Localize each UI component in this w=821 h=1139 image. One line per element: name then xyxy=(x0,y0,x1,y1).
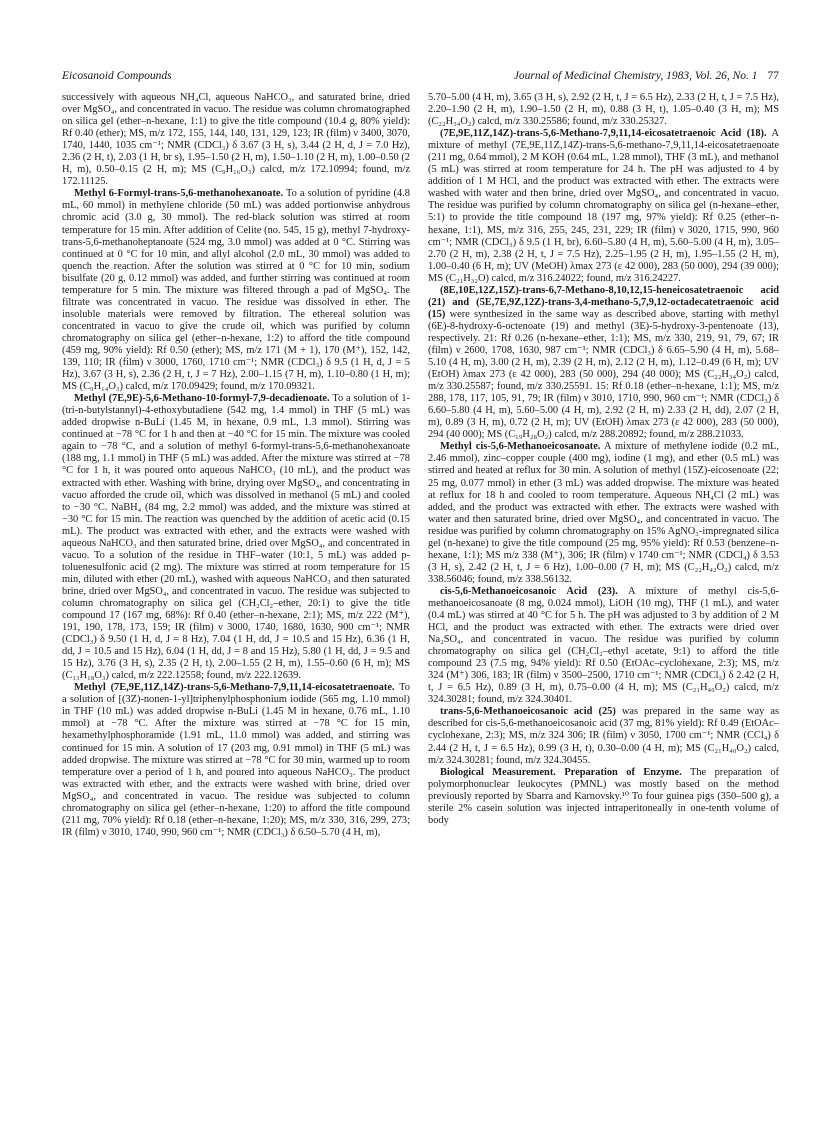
paragraph-heading: Methyl 6-Formyl-trans-5,6-methanohexanoate. xyxy=(74,188,284,200)
paragraph: (8E,10E,12Z,15Z)-trans-6,7-Methano-8,10,12,15-heneicosatetraenoic acid (21) and (5E,7E,9Z,12Z)-trans-3,4-methano-5,7,9,12-octadecatetraenoic acid (15) were synthesized in the same way as described above, starting with methyl (6E)-8-hydroxy-6-octenoate (19) and methyl (3E)-5-hydroxy-3-pentenoate (13), respectively. 21: Rf 0.26 (n-hexane–ether, 1:1); MS, m/z 330, 219, 91, 79, 67; IR (film) ν 2600, 1708, 1630, 987 cm⁻¹; NMR (CDCl₃) δ 6.65–5.90 (4 H, m), 5.68–5.10 (4 H, m), 3.00 (2 H, m), 2.39 (2 H, m), 2.12 (2 H, m), 1.12–0.49 (6 H, m); UV (EtOH) λmax 273 (ε 42 000), 283 (50 000), 294 (40 000); MS (C₂₂H₃₄O₂) calcd, m/z 330.25587; found, m/z 330.25591. 15: Rf 0.18 (ether–n-hexane, 1:1); MS, m/z 288, 178, 117, 105, 91, 79; IR (film) ν 3010, 1710, 990, 960 cm⁻¹; NMR (CDCl₃) δ 6.60–5.80 (4 H, m), 5.60–5.00 (4 H, m), 2.92 (2 H, m) 2.33 (2 H, dd), 2.07 (2 H, m), 0.89 (3 H, m), 0.72 (2 H, m); UV (EtOH) λmax 273 (ε 42 000), 283 (50 000), 294 (40 000); MS (C₁₉H₂₈O₂) calcd, m/z 288.20892; found, m/z 288.21033. xyxy=(428,284,779,441)
paragraph: 5.70–5.00 (4 H, m), 3.65 (3 H, s), 2.92 (2 H, t, J = 6.5 Hz), 2.33 (2 H, t, J = 7.5 Hz), 2.20–1.90 (2 H, m), 1.90–1.50 (2 H, m), 0.88 (3 H, t), 1.05–0.40 (3 H, m); MS (C₂₂H₃₄O₂) calcd, m/z 330.25586; found, m/z 330.25327. xyxy=(428,92,779,128)
left-column xyxy=(62,92,410,839)
paragraph-heading: Methyl (7E,9E)-5,6-Methano-10-formyl-7,9-decadienoate. xyxy=(74,393,330,405)
right-column xyxy=(428,92,779,827)
running-head-title: Eicosanoid Compounds xyxy=(62,70,172,82)
paragraph-heading: Methyl (7E,9E,11Z,14Z)-trans-5,6-Methano-7,9,11,14-eicosatetraenoate. xyxy=(74,682,395,694)
paragraph-heading: Biological Measurement. Preparation of Enzyme. xyxy=(440,766,682,778)
paragraph: cis-5,6-Methanoeicosanoic Acid (23). A mixture of methyl cis-5,6-methanoeicosanoate (8 mg, 0.024 mmol), LiOH (10 mg), THF (1 mL), and water (0.4 mL) was stirred at 40 °C for 5 h. The pH was adjusted to 3 by addition of 2 M HCl, and the product was extracted with ether. The extracts were dried over Na₂SO₄, and concentrated in vacuo. The residue was purified by column chromatography on silica gel (CH₂Cl₂–ethyl acetate, 9:1) to afford the title compound 23 (7.5 mg, 94% yield): Rf 0.50 (EtOAc–cyclohexane, 2:3); MS, m/z 324 (M⁺) 306, 183; IR (film) ν 3500–2500, 1710 cm⁻¹; NMR (CDCl₃) δ 2.42 (2 H, t, J = 6.5 Hz), 0.89 (3 H, m), 0.75–0.00 (4 H, m); MS (C₂₁H₄₀O₂) calcd, m/z 324.30281; found, m/z 324.30401. xyxy=(428,585,779,706)
paragraph: Methyl 6-Formyl-trans-5,6-methanohexanoate. To a solution of pyridine (4.8 mL, 60 mmol) in methylene chloride (50 mL) was added portionwise anhydrous chromic acid (3.0 g, 30 mmol). The red-black solution was stirred at room temperature for 15 min. After addition of Celite (no. 545, 15 g), methyl 7-hydroxy-trans-5,6-methanoheptanoate (524 mg, 3.0 mmol) was added at 0 °C. Stirring was continued at 0 °C for 10 min, and allyl alcohol (2.0 mL, 30 mmol) was added to quench the reaction. After the solution was stirred at 0 °C for 10 min, sodium bisulfate (20 g, 0.12 mmol) was added, and further stirring was continued at room temperature for 5 min. The mixture was filtered through a pad of MgSO₄. The filtrate was concentrated in vacuo. The residue was dissolved in ether. The insoluble materials were removed by filtration. The ethereal solution was concentrated in vacuo to give the crude oil, which was purified by column chromatography on silica gel (ether–n-hexane, 1:2) to afford the title compound (459 mg, 90% yield): Rf 0.50 (ether); MS, m/z 171 (M + 1), 170 (M⁺), 152, 142, 139, 110; IR (film) ν 3000, 1760, 1710 cm⁻¹; NMR (CDCl₃) δ 9.5 (1 H, d, J = 5 Hz), 3.67 (3 H, s), 2.36 (2 H, t, J = 7 Hz), 2.00–1.15 (7 H, m), 1.10–0.80 (1 H, m); MS (C₉H₁₄O₃) calcd, m/z 170.09429; found, m/z 170.09321. xyxy=(62,188,411,393)
paragraph-heading: trans-5,6-Methanoeicosanoic acid (25) xyxy=(440,706,616,718)
paragraph: (7E,9E,11Z,14Z)-trans-5,6-Methano-7,9,11,14-eicosatetraenoic Acid (18). A mixture of methyl (7E,9E,11Z,14Z)-trans-5,6-methano-7,9,11,14-eicosatetraenoate (211 mg, 0.64 mmol), 2 M KOH (0.64 mL, 1.28 mmol), THF (3 mL), and methanol (5 mL) was stirred at room temperature for 24 h. The pH was adjusted to 4 by addition of 1 M HCl, and the product was extracted with ether. The extracts were washed with water and then brine, dried over MgSO₄, and concentrated in vacuo. The residue was purified by column chromatography on silica gel (n-hexane–ether, 5:1) to provide the title compound 18 (197 mg, 97% yield): Rf 0.25 (ether–n-hexane, 1:1), MS, m/z 316, 255, 245, 231, 229; IR (film) ν 3020, 1715, 990, 960 cm⁻¹; NMR (CDCl₃) δ 9.5 (1 H, br), 6.60–5.80 (4 H, m), 5.60–5.00 (4 H, m), 3.05–2.70 (2 H, m), 2.38 (2 H, t, J = 7.5 Hz), 2.25–1.95 (2 H, m), 1.95–1.55 (2 H, m), 1.00–0.40 (6 H, m); UV (MeOH) λmax 273 (ε 42 000), 283 (50 000), 294 (39 000); MS (C₂₁H₃₂O) calcd, m/z 316.24022; found, m/z 316.24227. xyxy=(428,128,779,284)
paragraph-heading: cis-5,6-Methanoeicosanoic Acid (23). xyxy=(440,585,618,597)
running-head-journal xyxy=(514,70,779,82)
paragraph: successively with aqueous NH₄Cl, aqueous NaHCO₃, and saturated brine, dried over MgSO₄, and concentrated in vacuo. The residue was column chromatographed on silica gel (ether–n-hexane, 1:1) to give the title compound (10.4 g, 80% yield): Rf 0.40 (ether); MS, m/z 172, 155, 144, 140, 131, 129, 123; IR (film) ν 3400, 3070, 1740, 1440, 1035 cm⁻¹; NMR (CDCl₃) δ 3.67 (3 H, s), 3.44 (2 H, d, J = 7.0 Hz), 2.36 (2 H, t), 2.03 (1 H, br s), 1.95–1.50 (2 H, m), 1.50–1.10 (2 H, m), 1.00–0.50 (2 H, m), 0.50–0.15 (2 H, m); MS (C₉H₁₆O₃) calcd, m/z 172.10994; found, m/z 172.11125. xyxy=(62,92,410,188)
paragraph: Methyl cis-5,6-Methanoeicosanoate. A mixture of methylene iodide (0.2 mL, 2.46 mmol), zinc–copper couple (400 mg), iodine (1 mg), and ether (0.5 mL) was stirred and heated at reflux for 30 min. A solution of methyl (15Z)-eicosenoate (22; 25 mg, 0.077 mmol) in ether (3 mL) was added dropwise. The mixture was heated at reflux for 18 h and cooled to room temperature. Aqueous NH₄Cl (2 mL) was added, and the product was extracted with ether. The extracts were washed with water and then saturated brine, dried over MgSO₄, and concentrated in vacuo. The residue was purified by column chromatography on 15% AgNO₃-impregnated silica gel (n-hexane) to give the title compound (25 mg, 95% yield): Rf 0.53 (benzene–n-hexane, 1:1); MS m/z 338 (M⁺), 306; IR (film) ν 1740 cm⁻¹; NMR (CDCl₄) δ 3.53 (3 H, s), 2.42 (2 H, t, J = 6 Hz), 1.00–0.00 (7 H, m); MS (C₂₂H₄₂O₂) calcd, m/z 338.56046; found, m/z 338.56132. xyxy=(428,441,779,585)
paragraph-heading: (7E,9E,11Z,14Z)-trans-5,6-Methano-7,9,11,14-eicosatetraenoic Acid (18). xyxy=(440,128,767,140)
paragraph: trans-5,6-Methanoeicosanoic acid (25) was prepared in the same way as described for cis-5,6-methanoeicosanoic acid (37 mg, 81% yield): Rf 0.49 (EtOAc–cyclohexane, 2:3); MS, m/z 324 306; IR (film) ν 3050, 1700 cm⁻¹; NMR (CCl₄) δ 2.44 (2 H, t, J = 6.5 Hz), 0.99 (3 H, t), 0.30–0.00 (4 H, m); MS (C₂₁H₄₀O₂) calcd, m/z 324.30281; found, m/z 324.30455. xyxy=(428,706,780,766)
paragraph-heading: (8E,10E,12Z,15Z)-trans-6,7-Methano-8,10,12,15-heneicosatetraenoic acid (21) and (5E,7E,9Z,12Z)-trans-3,4-methano-5,7,9,12-octadecatetraenoic acid (15) xyxy=(428,284,779,320)
paragraph: Methyl (7E,9E)-5,6-Methano-10-formyl-7,9-decadienoate. To a solution of 1-(tri-n-butylstannyl)-4-ethoxybutadiene (542 mg, 1.4 mmol) in THF (5 mL) was added dropwise n-BuLi (1.45 M, in hexane, 0.9 mL, 1.3 mmol). Stirring was continued at −78 °C for 1 h and then at −40 °C for 15 min. The mixture was cooled again to −78 °C, and a solution of methyl 6-formyl-trans-5,6-methanohexanoate (188 mg, 1.1 mmol) in THF (5 mL) was added. After the mixture was stirred at −78 °C for 1 h, it was poured onto aqueous NaHCO₃ (10 mL), and the product was extracted with ether. Washing with brine, drying over MgSO₄, and concentrating in vacuo afforded the crude oil, which was dissolved in methanol (5 mL) and cooled to −30 °C. NaBH₄ (84 mg, 2.2 mmol) was added, and the mixture was stirred at −30 °C for 15 min. The reaction was quenched by the addition of acetic acid (0.15 mL). The product was extracted with ether, and the extracts were washed with aqueous NaHCO₃ and then saturated brine, dried over MgSO₄, and concentrated in vacuo. To a solution of the residue in THF–water (10:1, 5 mL) was added p-toluenesulfonic acid (2 mg). The mixture was stirred at room temperature for 15 min, diluted with ether (20 mL), washed with aqueous NaHCO₃ and then saturated brine, dried over MgSO₄, and concentrated in vacuo. The residue was subjected to column chromatography on silica gel (CH₂Cl₂–ether, 20:1) to give the title compound 17 (167 mg, 68%): Rf 0.40 (ether–n-hexane, 2:1); MS, m/z 222 (M⁺), 191, 190, 178, 173, 159; IR (film) ν 3000, 1740, 1680, 1630, 900 cm⁻¹; NMR (CDCl₃) δ 9.50 (1 H, d, J = 8 Hz), 7.04 (1 H, dd, J = 10.5 and 15 Hz), 6.36 (1 H, dd, J = 10.5 and 15 Hz), 6.04 (1 H, dd, J = 8 and 15 Hz), 5.80 (1 H, dd, J = 9.5 and 15 Hz), 3.76 (3 H, s), 2.35 (2 H, t), 2.00–1.55 (2 H, m), 1.55–0.60 (6 H, m); MS (C₁₃H₁₈O₃) calcd, m/z 222.12558; found, m/z 222.12639. xyxy=(62,393,410,682)
paragraph: Methyl (7E,9E,11Z,14Z)-trans-5,6-Methano-7,9,11,14-eicosatetraenoate. To a solution of [(3Z)-nonen-1-yl]triphenylphosphonium iodide (565 mg, 1.10 mmol) in THF (10 mL) was added dropwise n-BuLi (1.45 M in hexane, 0.76 mL, 1.10 mmol) at −78 °C. After the mixture was stirred at −78 °C for 15 min, hexamethylphosphoramide (1.91 mL, 11.0 mmol) was added, and stirring was continued for 15 min. A solution of 17 (203 mg, 0.91 mmol) in THF (5 mL) was added dropwise. The mixture was stirred at −78 °C for 30 min, warmed up to room temperature over a period of 1 h, and poured into aqueous NaHCO₃. The product was extracted with ether, and the extracts were washed with brine, dried over MgSO₄, and concentrated in vacuo. The residue was subjected to column chromatography on silica gel (ether–n-hexane, 1:20) to afford the title compound (211 mg, 70% yield): Rf 0.18 (ether–n-hexane, 1:20); MS, m/z 330, 316, 299, 273; IR (film) ν 3010, 1740, 990, 960 cm⁻¹; NMR (CDCl₃) δ 6.50–5.70 (4 H, m), xyxy=(62,682,410,838)
journal-citation: Journal of Medicinal Chemistry, 1983, Vol. 26, No. 1 xyxy=(513,70,758,82)
paragraph: Biological Measurement. Preparation of Enzyme. The preparation of polymorphonuclear leukocytes (PMNL) was mostly based on the method previously reported by Sbarra and Karnovsky.¹⁰ To four guinea pigs (350–500 g), a sterile 2% casein solution was injected intraperitoneally in one-tenth volume of body xyxy=(428,766,779,826)
paragraph-heading: Methyl cis-5,6-Methanoeicosanoate. xyxy=(440,441,601,453)
page-number: 77 xyxy=(767,70,779,82)
